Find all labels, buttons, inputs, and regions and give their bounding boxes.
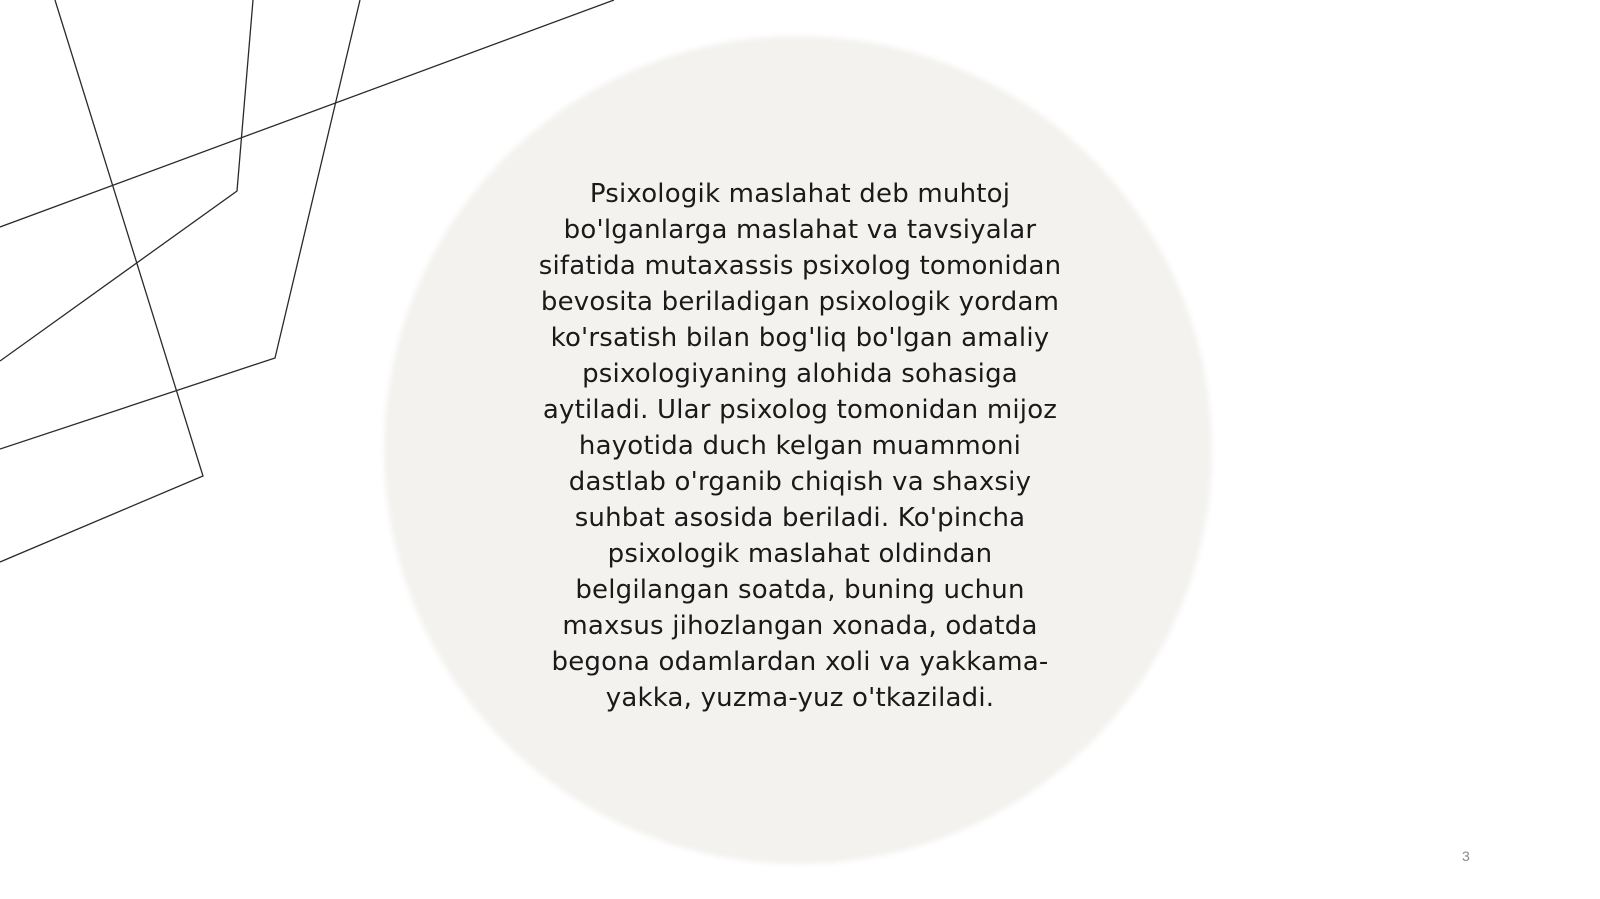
body-line: psixologiyaning alohida sohasiga (582, 359, 1018, 389)
body-line: yakka, yuzma-yuz o'tkaziladi. (605, 683, 995, 713)
body-line: sifatida mutaxassis psixolog tomonidan (538, 251, 1062, 281)
body-line: begona odamlardan xoli va yakkama- (551, 647, 1049, 677)
body-line: maxsus jihozlangan xonada, odatda (562, 611, 1038, 641)
body-line: Psixologik maslahat deb muhtoj (589, 179, 1011, 209)
body-line: dastlab o'rganib chiqish va shaxsiy (568, 467, 1032, 497)
body-line: bevosita beriladigan psixologik yordam (540, 287, 1060, 317)
body-text (500, 176, 1100, 716)
body-line: bo'lganlarga maslahat va tavsiyalar (563, 215, 1037, 245)
page-number: 3 (1462, 848, 1470, 864)
body-line: hayotida duch kelgan muammoni (578, 431, 1022, 461)
deco-line-3 (0, 0, 360, 449)
body-line: belgilangan soatda, buning uchun (575, 575, 1025, 605)
body-line: ko'rsatish bilan bog'liq bo'lgan amaliy (550, 323, 1050, 353)
body-line: psixologik maslahat oldindan (607, 539, 993, 569)
body-line: suhbat asosida beriladi. Ko'pincha (574, 503, 1026, 533)
deco-line-1 (0, 0, 203, 562)
body-line: aytiladi. Ular psixolog tomonidan mijoz (542, 395, 1058, 425)
